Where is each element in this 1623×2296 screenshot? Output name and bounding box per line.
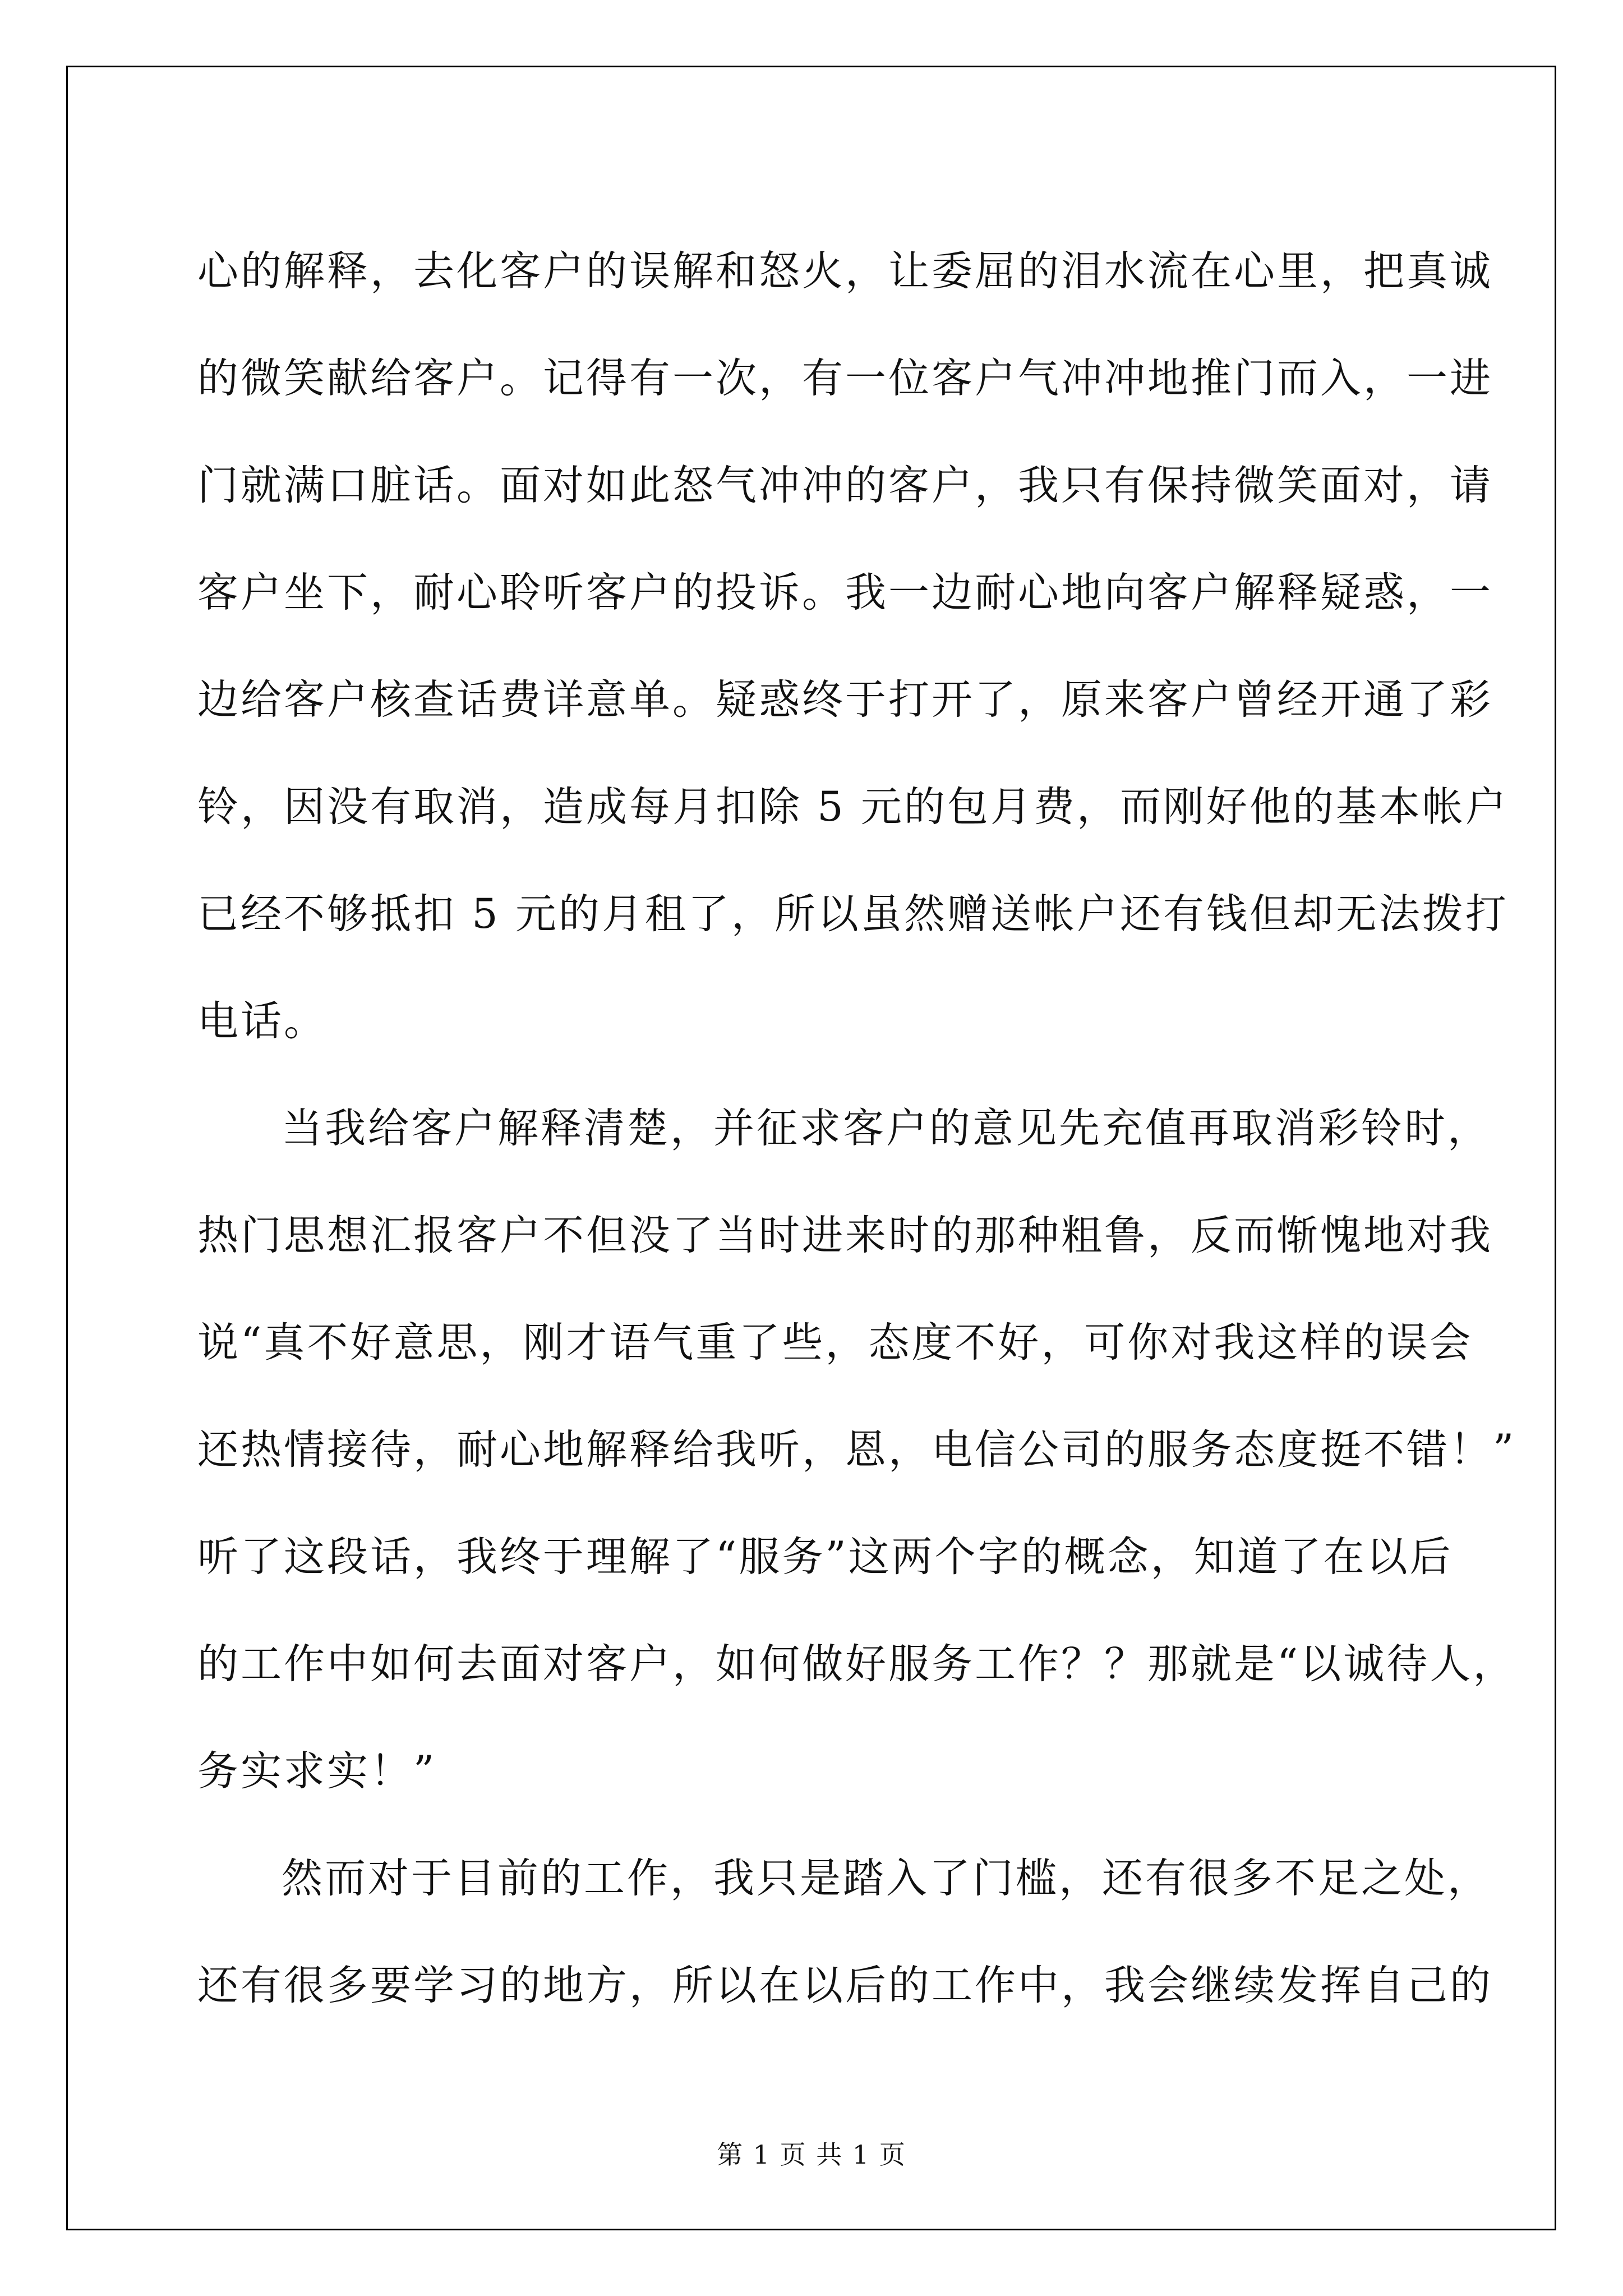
text-line: 门就满口脏话。面对如此怒气冲冲的客户，我只有保持微笑面对，请 xyxy=(197,462,1493,509)
text-line: 的微笑献给客户。记得有一次，有一位客户气冲冲地推门而入，一进 xyxy=(197,355,1493,402)
text-line: 电话。 xyxy=(197,997,327,1045)
text-line: 说“真不好意思，刚才语气重了些，态度不好，可你对我这样的误会 xyxy=(197,1319,1473,1366)
text-line: 务实求实！” xyxy=(197,1747,437,1795)
text-line: 铃，因没有取消，造成每月扣除 5 元的包月费，而刚好他的基本帐户 xyxy=(197,783,1509,831)
page-footer: 第 1 页 共 1 页 xyxy=(717,2139,906,2170)
text-line: 心的解释，去化客户的误解和怒火，让委屈的泪水流在心里，把真诚 xyxy=(197,247,1493,295)
text-line: 还有很多要学习的地方，所以在以后的工作中，我会继续发挥自己的 xyxy=(197,1962,1493,2009)
text-line: 还热情接待，耐心地解释给我听，恩，电信公司的服务态度挺不错！” xyxy=(197,1426,1516,1474)
text-line: 客户坐下，耐心聆听客户的投诉。我一边耐心地向客户解释疑惑，一 xyxy=(197,569,1493,616)
text-line: 边给客户核查话费详意单。疑惑终于打开了，原来客户曾经开通了彩 xyxy=(197,676,1493,724)
document-body xyxy=(197,218,1516,2039)
text-line: 听了这段话，我终于理解了“服务”这两个字的概念，知道了在以后 xyxy=(197,1533,1453,1581)
text-line: 已经不够抵扣 5 元的月租了，所以虽然赠送帐户还有钱但却无法拨打 xyxy=(197,890,1509,938)
paragraph-start-line: 然而对于目前的工作，我只是踏入了门槛，还有很多不足之处， xyxy=(282,1855,1491,1902)
text-line: 热门思想汇报客户不但没了当时进来时的那种粗鲁，反而惭愧地对我 xyxy=(197,1212,1493,1259)
text-line: 的工作中如何去面对客户，如何做好服务工作？？那就是“以诚待人， xyxy=(197,1640,1516,1688)
paragraph-start-line: 当我给客户解释清楚，并征求客户的意见先充值再取消彩铃时， xyxy=(282,1105,1491,1152)
